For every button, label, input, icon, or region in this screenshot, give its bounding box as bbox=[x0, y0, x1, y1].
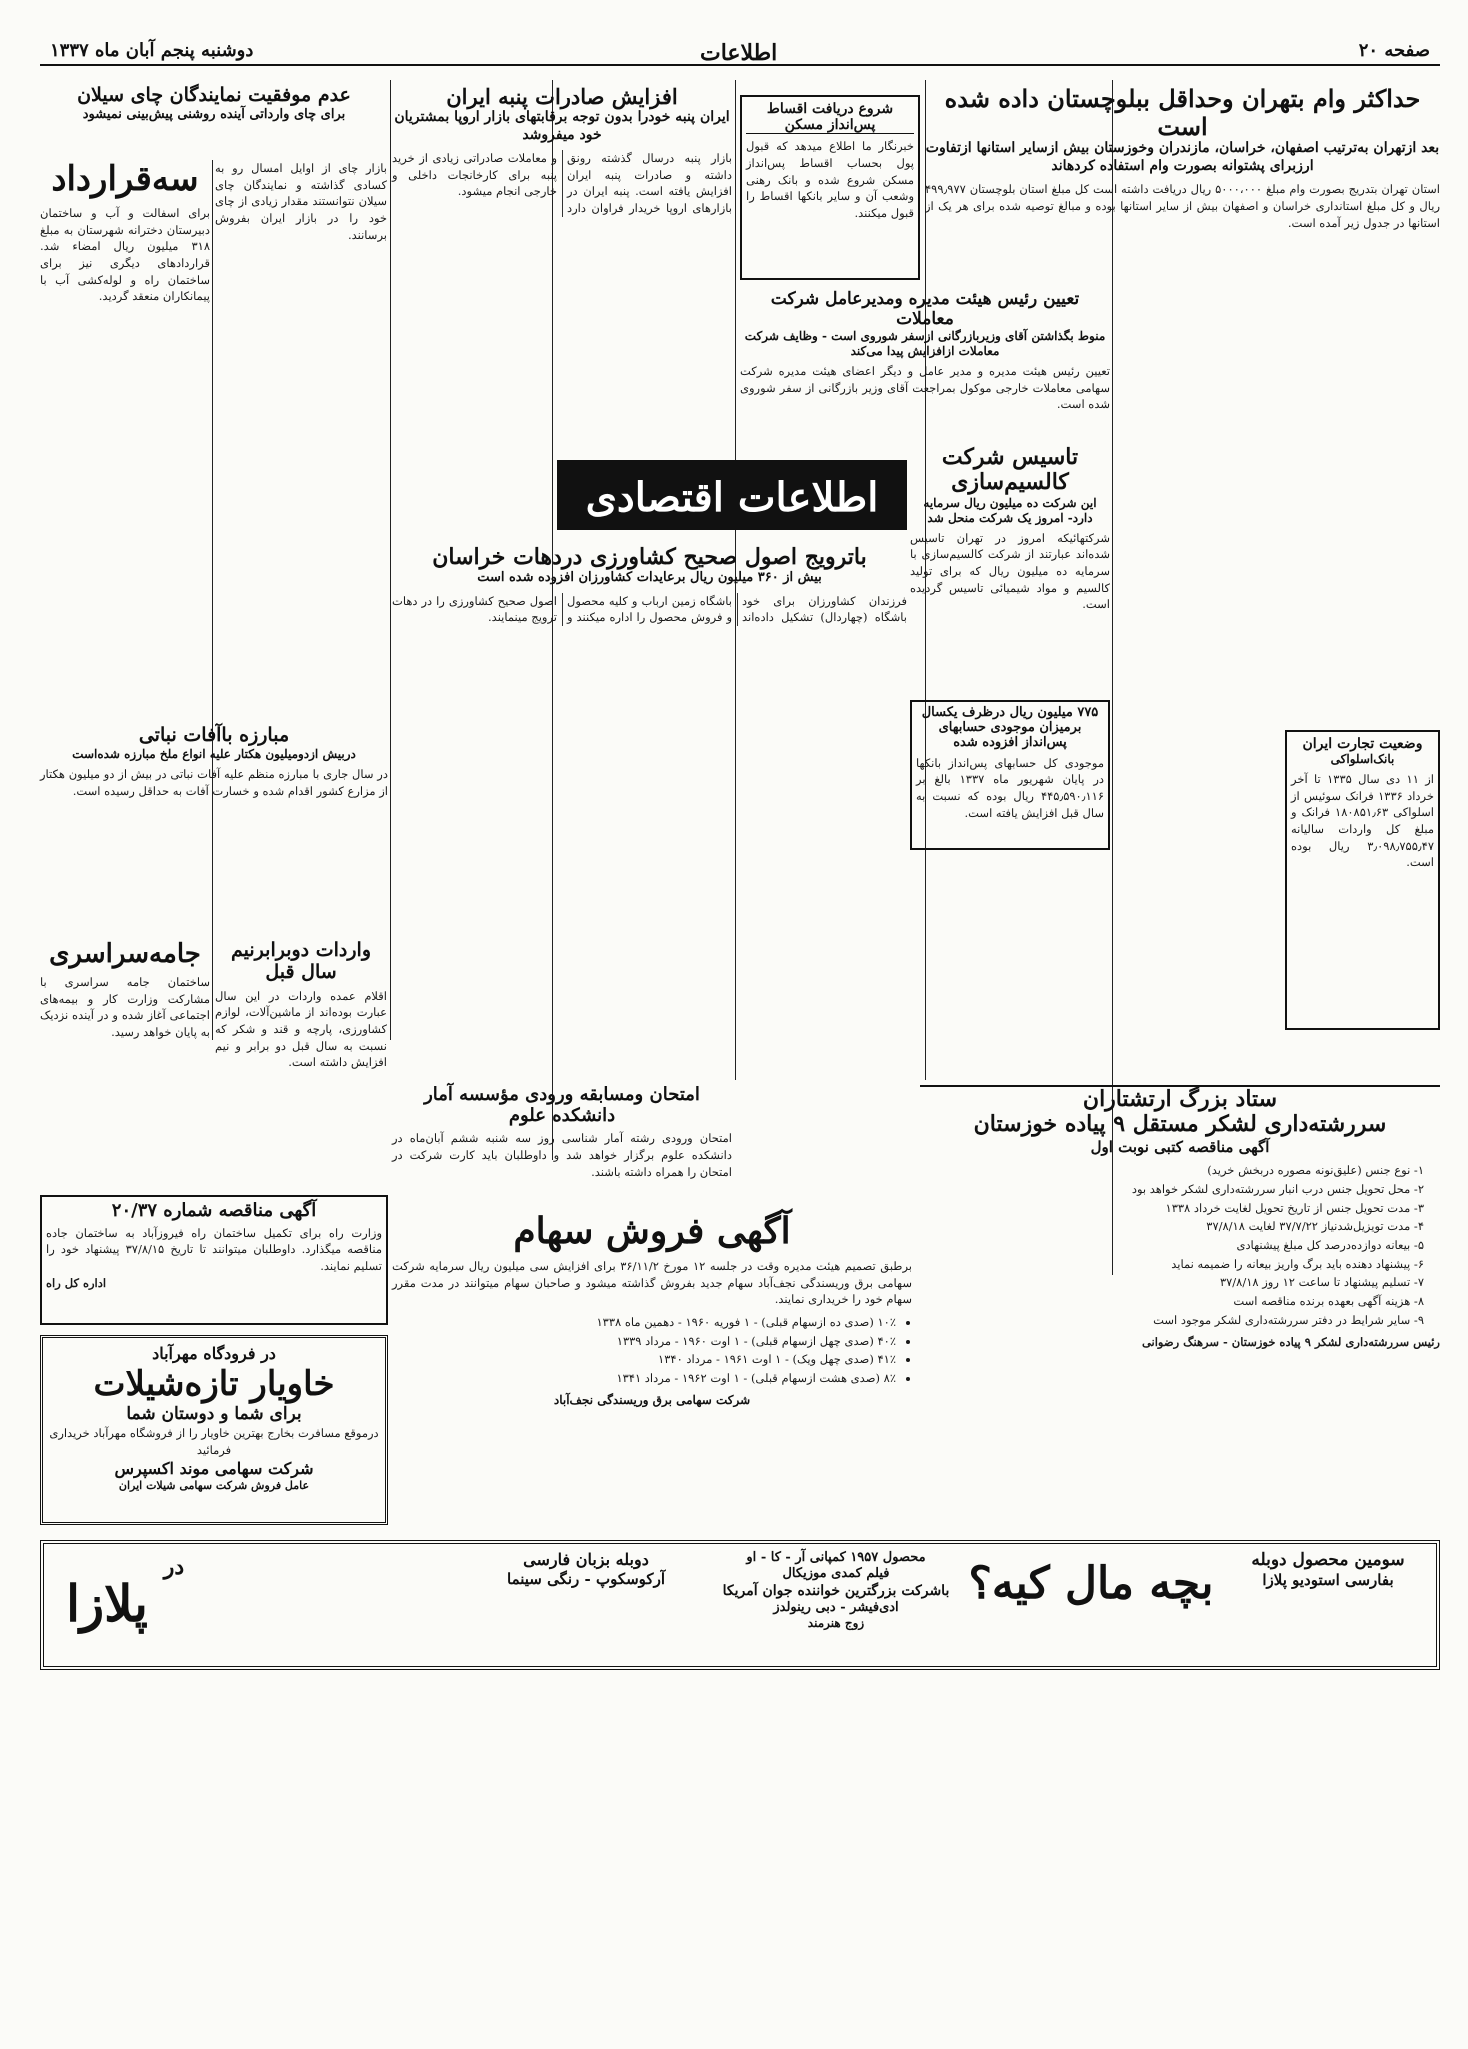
headline: خاویار تازه‌شیلات bbox=[93, 1364, 335, 1404]
body: استان تهران بتدریج بصورت وام مبلغ ۵۰۰۰،۰۰۰ ریال دریافت داشته است کل مبلغ استان بلوچستان ۴۹۹٫۹۷۷ ریال و کل مبلغ استانداری خراسان و اصفهان بیش از سایر استانها بوده و مبالغ توصیه شده برای هر یک از استانها در جدول زیر آمده است. bbox=[925, 182, 1440, 230]
headline: باترویج اصول صحیح کشاورزی دردهات خراسان bbox=[432, 544, 867, 570]
ad-film bbox=[40, 1540, 1440, 1670]
line7: محصول ۱۹۵۷ کمپانی آر - کا - او bbox=[746, 1550, 926, 1565]
paper-name: اطلاعات bbox=[700, 40, 778, 66]
column-rule bbox=[390, 80, 391, 1040]
headline: جامه‌سراسری bbox=[49, 939, 201, 969]
footer: اداره کل راه bbox=[46, 1275, 107, 1290]
article-jameh bbox=[40, 940, 210, 1180]
article-khorasan bbox=[392, 545, 907, 1015]
tender-item: ۲- محل تحویل جنس درب انبار سررشته‌داری لشکر خواهد بود bbox=[1131, 1182, 1424, 1197]
headline: عدم موفقیت نمایندگان چای سیلان bbox=[77, 84, 351, 106]
body: فرزندان کشاورزان برای خود باشگاه (چهاردال) تشکیل داده‌اند باشگاه زمین ارباب و کلیه محصول و فروش محصول را اداره میکنند و اصول صحیح کشاورزی را در دهات ترویج مینمایند. bbox=[392, 593, 907, 625]
subhead: بانک‌اسلواکی bbox=[1330, 752, 1395, 767]
intro: در فرودگاه مهرآباد bbox=[152, 1344, 276, 1363]
line6: زوج هنرمند bbox=[807, 1616, 865, 1631]
signature: شرکت سهامی برق وریسندگی نجف‌آباد bbox=[553, 1392, 751, 1407]
headline: تاسیس شرکت کالسیم‌سازی bbox=[941, 444, 1079, 496]
article-imports bbox=[215, 940, 387, 1190]
film-block-mid bbox=[721, 1550, 951, 1631]
article-tender bbox=[40, 1195, 388, 1325]
subhead: برای شما و دوستان شما bbox=[126, 1404, 302, 1424]
film-block-left bbox=[466, 1550, 706, 1589]
line8: دوبله بزبان فارسی bbox=[523, 1550, 649, 1569]
film-in: در bbox=[163, 1554, 185, 1580]
headline: تعیین رئیس هیئت مدیره ومدیرعامل شرکت معاملات bbox=[770, 289, 1080, 329]
tender-item: ۷- تسلیم پیشنهاد تا ساعت ۱۲ روز ۳۷/۸/۱۸ bbox=[1219, 1275, 1424, 1290]
article-tea bbox=[40, 85, 388, 155]
article-calcium bbox=[910, 445, 1110, 685]
ad-caviar bbox=[40, 1335, 388, 1525]
article-pests bbox=[40, 725, 388, 925]
article-board bbox=[740, 290, 1110, 465]
schedule-item: • ۴۰٪ (صدی چهل ازسهام قبلی) - ۱ اوت ۱۹۶۰ - مرداد ۱۳۳۹ bbox=[392, 1333, 896, 1350]
body: از ۱۱ دی سال ۱۳۳۵ تا آخر خرداد ۱۳۳۶ فرانک سوئیس از اسلواکی ۱۸۰۸۵۱٫۶۳ فرانک و مبلغ کل واردات سالیانه ۳٫۰۹۸٫۷۵۵٫۴۷ ریال بوده است. bbox=[1291, 772, 1435, 870]
body: برای اسفالت و آب و ساختمان دبیرستان دخترانه شهرستان به مبلغ ۳۱۸ میلیون ریال امضاء شد. قراردادهای دیگری نیز برای ساختمان راه و لوله‌کشی آب با پیمانکاران منعقد گردید. bbox=[40, 206, 210, 304]
body: در سال جاری با مبارزه منظم علیه آفات نباتی در بیش از دو میلیون هکتار از مزارع کشور اقدام شده و خسارت آفات به حداقل رسیده است. bbox=[40, 766, 388, 798]
body: تعیین رئیس هیئت مدیره و مدیر عامل و دیگر اعضای هیئت مدیره شرکت سهامی معاملات خارجی موکول بمراجعت آقای وزیر بازرگانی از سفر شوروی شده است. bbox=[740, 364, 1110, 412]
masthead bbox=[40, 38, 1440, 66]
ad-shares-sale bbox=[392, 1210, 912, 1530]
article-exam bbox=[392, 1085, 732, 1205]
schedule-item: • ۴۱٪ (صدی چهل ویک) - ۱ اوت ۱۹۶۱ - مرداد ۱۳۴۰ bbox=[392, 1351, 896, 1368]
headline: حداکثر وام بتهران وحداقل ببلوچستان داده شده است bbox=[944, 84, 1421, 141]
line3: فیلم کمدی موزیکال bbox=[782, 1566, 890, 1582]
body: برطبق تصمیم هیئت مدیره وقت در جلسه ۱۲ مورخ ۳۶/۱۱/۲ برای افزایش سی میلیون ریال سرمایه شرکت سهامی برق وریسندگی نجف‌آباد سهام جدید بفروش گذاشته میشود و صاحبان سهام میتوانند در مدت مقرر سهام خود را خریداری نمایند. bbox=[392, 1259, 912, 1307]
tender-title: آگهی مناقصه کتبی نوبت اول bbox=[1090, 1137, 1270, 1156]
dealer: عامل فروش شرکت سهامی شیلات ایران bbox=[118, 1478, 310, 1492]
tender-item: ۱- نوع جنس (علیق‌نونه مصوره دربخش خرید) bbox=[1207, 1163, 1424, 1178]
body: اقلام عمده واردات در این سال عبارت بوده‌اند از ماشین‌آلات، لوازم کشاورزی، پارچه و قند و شکر که نسبت به سال قبل دو برابر و نیم افزایش داشته است. bbox=[215, 988, 387, 1070]
footer: رئیس سررشته‌داری لشکر ۹ پیاده خوزستان - سرهنگ رضوانی bbox=[1141, 1335, 1440, 1350]
line5: ادی‌فیشر - دبی رینولدز bbox=[773, 1600, 899, 1615]
headline: امتحان ومسابقه ورودی مؤسسه آمار دانشکده علوم bbox=[424, 1084, 700, 1126]
film-block-right bbox=[1228, 1550, 1428, 1590]
subhead: سررشته‌داری لشکر مستقل ۹ پیاده خوزستان bbox=[973, 1111, 1387, 1138]
subhead: بعد ازتهران به‌ترتیب اصفهان، خراسان، مازندران وخوزستان بیش ازسایر استانها ازتفاوت ارزبرای پشتوانه بصورت وام استفاده کردهاند bbox=[925, 140, 1440, 174]
subhead: بیش از ۳۶۰ میلیون ریال برعایدات کشاورزان افزوده شده است bbox=[477, 570, 822, 586]
article-baluchistan-loan bbox=[925, 85, 1440, 285]
line1: سومین محصول دوبله bbox=[1251, 1550, 1405, 1570]
issue-date: دوشنبه پنجم آبان ماه ۱۳۳۷ bbox=[50, 40, 254, 61]
subhead: دربیش ازدومیلیون هکتار علیه انواع ملخ مبارزه شده‌است bbox=[72, 746, 356, 761]
headline: شروع دریافت اقساط پس‌انداز مسکن bbox=[746, 101, 914, 134]
subhead: منوط بگذاشتن آقای وزیربازرگانی ازسفر شوروی است - وظایف شرکت معاملات ازافزایش پیدا می‌کند bbox=[744, 329, 1106, 359]
body: بازار پنبه درسال گذشته رونق داشته و صادرات پنبه ایران افزایش یافته است. پنبه ایران در بازارهای اروپا خریدار فراوان دارد و معاملات صادراتی زیادی از خرید پنبه برای کارخانجات داخلی و خارجی انجام میشود. bbox=[392, 151, 732, 216]
headline: ستاد بزرگ ارتشتاران bbox=[1082, 1086, 1278, 1112]
article-installments bbox=[740, 95, 920, 280]
headline: ۷۷۵ میلیون ریال درظرف یکسال برمیزان موجودی حسابهای پس‌انداز افزوده شده bbox=[921, 705, 1099, 750]
body: امتحان ورودی رشته آمار شناسی روز سه شنبه ششم آبان‌ماه در دانشکده علوم برگزار خواهد شد و داوطلبان باید کارت شرکت در امتحان را همراه داشته باشند. bbox=[392, 1131, 732, 1179]
cinema-name: پلازا bbox=[66, 1574, 148, 1633]
company: شرکت سهامی موند اکسپرس bbox=[114, 1458, 314, 1478]
section-banner: اطلاعات اقتصادی bbox=[557, 460, 907, 530]
headline: وضعیت تجارت ایران bbox=[1302, 736, 1423, 752]
tender-item: ۶- پیشنهاد دهنده باید برگ واریز بیعانه را ضمیمه نماید bbox=[1171, 1256, 1424, 1271]
ad-army bbox=[920, 1085, 1440, 1530]
tender-item: ۸- هزینه آگهی بعهده برنده مناقصه است bbox=[1233, 1294, 1424, 1309]
headline: آگهی فروش سهام bbox=[513, 1210, 791, 1252]
article-three-contracts bbox=[40, 160, 210, 720]
schedule-list bbox=[392, 1314, 896, 1387]
headline: واردات دوبرابرنیم سال قبل bbox=[231, 939, 371, 983]
tender-item: ۹- سایر شرایط در دفتر سررشته‌داری لشکر موجود است bbox=[1153, 1312, 1424, 1327]
tender-item: ۵- بیعانه دوازده‌درصد کل مبلغ پیشنهادی bbox=[1236, 1238, 1424, 1253]
article-trade-status bbox=[1285, 730, 1440, 1030]
article-savings bbox=[910, 700, 1110, 850]
tea-body: بازار چای از اوایل امسال رو به کسادی گذاشته و نمایندگان چای سیلان نتوانستند مقدار زیادی از چای خود را در بازار ایران بفروش برسانند. bbox=[215, 161, 387, 242]
body: خبرنگار ما اطلاع میدهد که قبول پول بحساب اقساط پس‌انداز مسکن شروع شده و بانک رهنی وشعب آن و سایر بانکها اقساط را قبول میکنند. bbox=[746, 139, 914, 220]
line4: باشرکت بزرگترین خواننده جوان آمریکا bbox=[722, 1582, 950, 1599]
line9: آرکوسکوپ - رنگی سینما bbox=[507, 1570, 665, 1588]
body: ساختمان جامه سراسری با مشارکت وزارت کار و بیمه‌های اجتماعی آغاز شده و در آینده نزدیک به پایان خواهد رسید. bbox=[40, 974, 210, 1039]
tender-item: ۳- مدت تحویل جنس از تاریخ تحویل لغایت خرداد ۱۳۳۸ bbox=[1165, 1200, 1424, 1215]
film-title: بچه مال کیه؟ bbox=[968, 1558, 1214, 1609]
article-cotton-exports bbox=[392, 85, 732, 465]
schedule-item: • ۱۰٪ (صدی ده ازسهام قبلی) - ۱ فوریه ۱۹۶۰ - دهمین ماه ۱۳۳۸ bbox=[392, 1314, 896, 1331]
subhead: برای چای وارداتی آینده روشنی پیش‌بینی نمیشود bbox=[82, 106, 346, 122]
schedule-item: • ۸٪ (صدی هشت ازسهام قبلی) - ۱ اوت ۱۹۶۲ - مرداد ۱۳۴۱ bbox=[392, 1370, 896, 1387]
tender-items bbox=[920, 1162, 1424, 1328]
subhead: این شرکت ده میلیون ریال سرمایه دارد- امروز یک شرکت منحل شد bbox=[923, 495, 1097, 525]
line2: بفارسی استودیو پلازا bbox=[1262, 1571, 1394, 1590]
headline: مبارزه باآفات نباتی bbox=[138, 724, 290, 746]
body: درموقع مسافرت بخارج بهترین خاویار را از فروشگاه مهرآباد خریداری فرمائید bbox=[49, 1426, 379, 1457]
subhead: ایران پنبه خودرا بدون توجه برقابتهای بازار اروپا بمشتریان خود میفروشد bbox=[394, 109, 730, 143]
body: وزارت راه برای تکمیل ساختمان راه فیروزآباد به ساختمان جاده مناقصه میگذارد. داوطلبان میتوانند تا تاریخ ۳۷/۸/۱۵ پیشنهاد خود را تسلیم نمایند. bbox=[46, 1225, 382, 1274]
headline: افزایش صادرات پنبه ایران bbox=[446, 84, 678, 109]
headline: آگهی مناقصه شماره ۲۰/۳۷ bbox=[111, 1200, 317, 1221]
headline: سه‌قرارداد bbox=[51, 159, 199, 199]
body: شرکتهائیکه امروز در تهران تاسیس شده‌اند عبارتند از شرکت کالسیم‌سازی با سرمایه ده میلیون ریال که برای تولید کالسیم و مواد شیمیائی تاسیس گردیده است. bbox=[910, 530, 1110, 612]
tender-item: ۴- مدت تویزیل‌شدنیاز ۳۷/۷/۲۲ لغایت ۳۷/۸/۱۸ bbox=[1206, 1219, 1424, 1234]
page-number: صفحه ۲۰ bbox=[1358, 40, 1430, 61]
body: موجودی کل حسابهای پس‌انداز بانکها در پایان شهریور ماه ۱۳۳۷ بالغ بر ۴۴۵٫۵۹۰٫۱۱۶ ریال بوده که نسبت به سال قبل افزایش یافته است. bbox=[916, 755, 1104, 820]
